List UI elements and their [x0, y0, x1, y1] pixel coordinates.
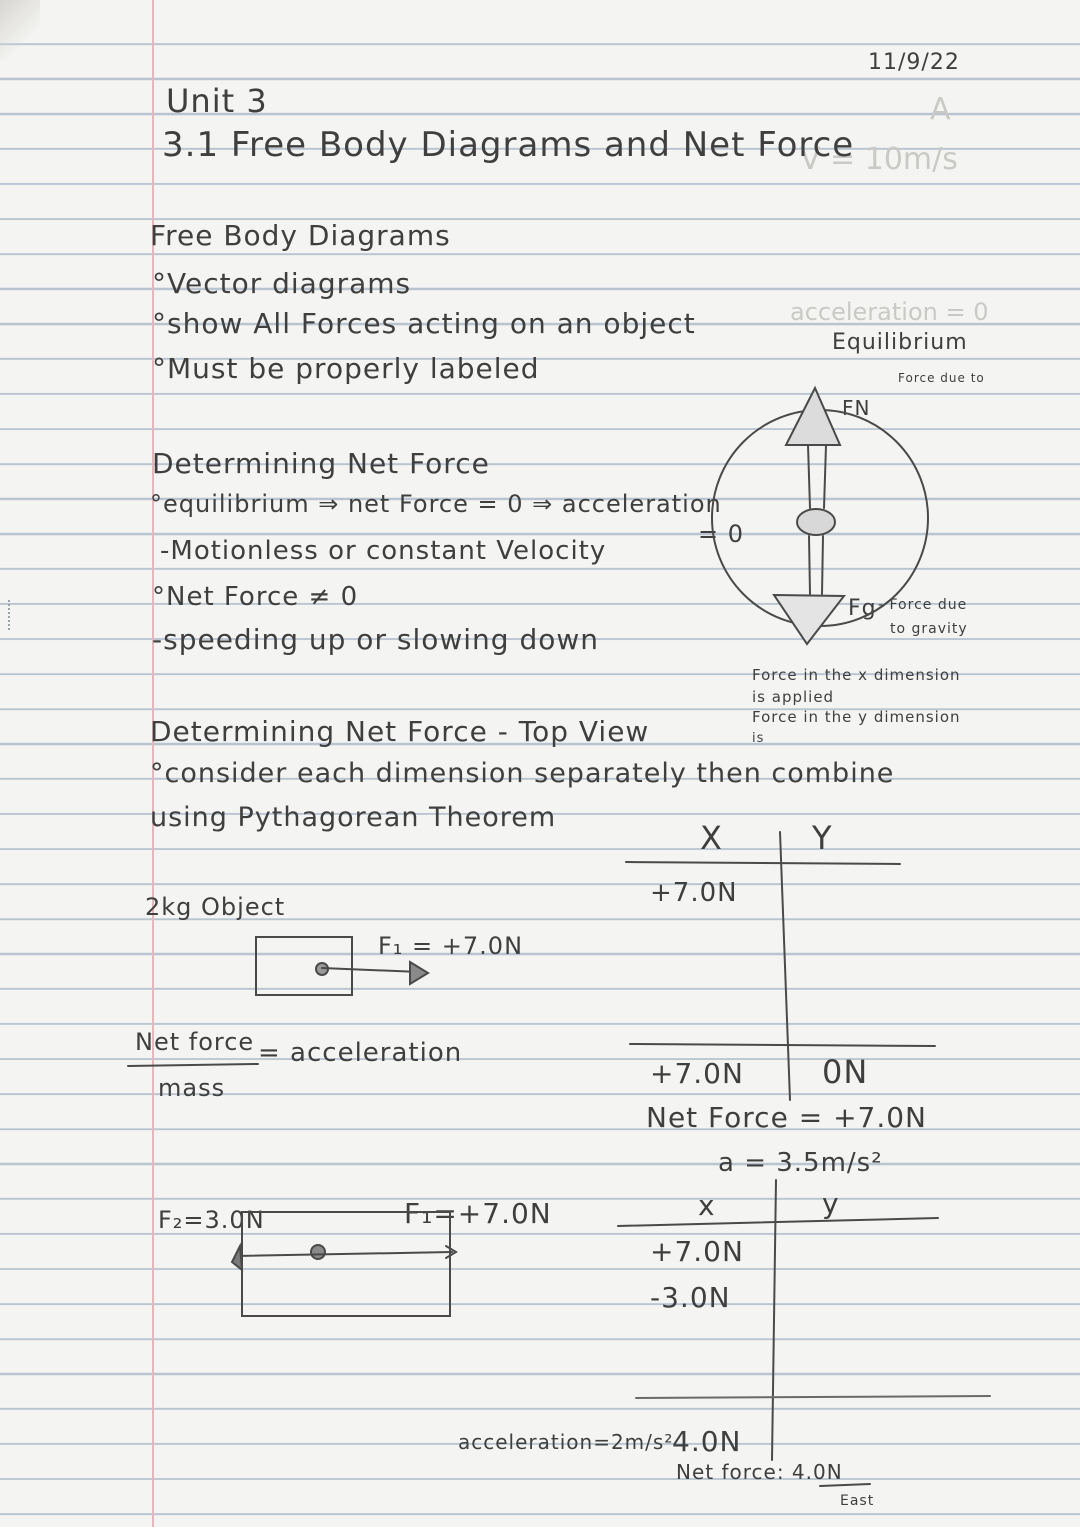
object-point-2	[311, 1245, 325, 1259]
formula-equals: = acceleration	[258, 1038, 463, 1068]
net-force-direction: East	[840, 1493, 875, 1509]
net-force-line: -speeding up or slowing down	[152, 623, 600, 656]
fn-arrow-head	[786, 388, 840, 445]
bleed-through-text: acceleration = 0	[790, 298, 989, 326]
table2-total: 4.0N	[672, 1425, 742, 1458]
section-title: 3.1 Free Body Diagrams and Net Force	[162, 125, 855, 165]
fg-note: - Force due	[878, 597, 968, 613]
fg-note: to gravity	[890, 621, 968, 637]
formula-denominator: mass	[158, 1074, 226, 1102]
date: 11/9/22	[868, 50, 960, 75]
net-force-result: Net Force = +7.0N	[646, 1101, 928, 1134]
fbd-heading: Free Body Diagrams	[150, 219, 451, 252]
equilibrium-title: Equilibrium	[832, 330, 968, 355]
bleed-through-text: A	[930, 92, 951, 127]
side-note: is	[752, 731, 765, 746]
table-cell: +7.0N	[650, 878, 738, 908]
table-y-header: Y	[812, 819, 833, 857]
side-note: Force in the x dimension	[752, 666, 961, 684]
force-arrow-3-head	[232, 1246, 242, 1270]
table2-hline-top	[618, 1218, 938, 1226]
table2-hline-bottom	[636, 1396, 990, 1398]
top-view-line: °consider each dimension separately then combine	[150, 758, 895, 789]
fn-label: FN	[842, 396, 871, 420]
force-label: F₁ = +7.0N	[378, 932, 524, 960]
net-force-heading: Determining Net Force	[152, 447, 490, 480]
net-force-line: °equilibrium ⇒ net Force = 0 ⇒ acceleration	[150, 490, 722, 518]
table-total-y: 0N	[822, 1053, 869, 1091]
unit-title: Unit 3	[166, 82, 268, 120]
force-arrow-2	[236, 1252, 452, 1256]
side-note: Force in the y dimension	[752, 708, 961, 726]
f1-label: F₁=+7.0N	[404, 1197, 552, 1230]
force-arrow-1-head	[410, 962, 428, 984]
f2-label: F₂=3.0N	[158, 1206, 265, 1234]
object-label: 2kg Object	[145, 893, 286, 921]
bleed-through-text: V = 10m/s	[800, 142, 958, 177]
object-box-1	[256, 937, 352, 995]
net-force-line: -Motionless or constant Velocity	[160, 536, 607, 566]
net-force-line: = 0	[698, 520, 745, 548]
table-total-x: +7.0N	[650, 1057, 744, 1090]
table-x-header: X	[700, 819, 723, 857]
object-box-2	[242, 1212, 450, 1316]
net-force-underline	[820, 1484, 870, 1486]
fbd-bullet: °Must be properly labeled	[152, 352, 540, 385]
table2-x-header: x	[698, 1189, 716, 1222]
top-view-line: using Pythagorean Theorem	[150, 802, 557, 833]
fraction-line	[128, 1064, 258, 1066]
fbd-bullet: °Vector diagrams	[152, 267, 412, 300]
object-dot	[797, 509, 835, 535]
table1-hline-bottom	[630, 1044, 935, 1046]
table2-y-header: y	[822, 1187, 840, 1220]
fn-note: Force due to	[898, 371, 985, 385]
table2-cell: +7.0N	[650, 1235, 744, 1268]
fbd-bullet: °show All Forces acting on an object	[152, 307, 696, 340]
net-force-line: °Net Force ≠ 0	[152, 582, 359, 612]
top-view-heading: Determining Net Force - Top View	[150, 715, 650, 748]
force-arrow-1	[322, 968, 420, 972]
force-shaft	[808, 445, 826, 508]
acceleration-result: a = 3.5m/s²	[718, 1148, 883, 1178]
net-force-result-2: Net force: 4.0N	[676, 1460, 843, 1484]
formula-numerator: Net force	[135, 1028, 255, 1056]
side-note: is applied	[752, 688, 835, 706]
table2-cell: -3.0N	[650, 1281, 731, 1314]
fg-label: Fg	[848, 596, 877, 621]
force-shaft	[809, 536, 823, 594]
acceleration-note: acceleration=2m/s²	[458, 1430, 674, 1454]
table1-vline	[780, 832, 790, 1100]
table1-hline-top	[626, 862, 900, 864]
